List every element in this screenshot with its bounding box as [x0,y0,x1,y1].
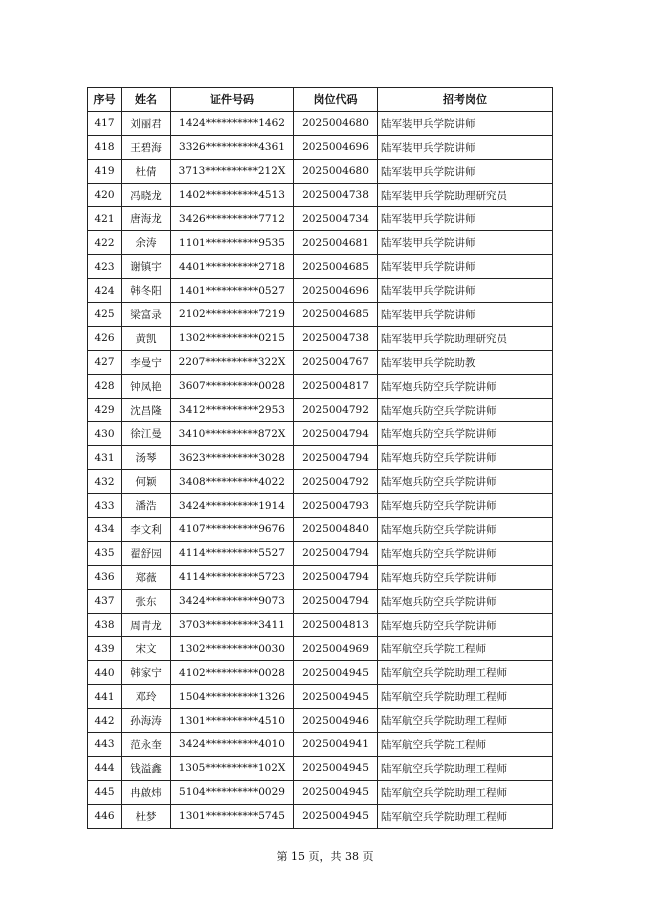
table-row [88,207,553,231]
cell-id-number: 1101**********9535 [171,231,294,255]
cell-post-code: 2025004945 [294,685,378,709]
cell-name: 李文利 [122,518,171,542]
cell-seq: 433 [88,494,122,518]
table-row [88,709,553,733]
header-id-number: 证件号码 [171,88,294,112]
cell-post: 陆军炮兵防空兵学院讲师 [378,565,553,589]
cell-seq: 417 [88,111,122,135]
table-row [88,374,553,398]
cell-name: 唐海龙 [122,207,171,231]
cell-id-number: 1301**********5745 [171,804,294,828]
cell-seq: 428 [88,374,122,398]
cell-id-number: 3426**********7712 [171,207,294,231]
table-row [88,589,553,613]
cell-post: 陆军航空兵学院助理工程师 [378,661,553,685]
cell-name: 钱溢鑫 [122,756,171,780]
cell-seq: 445 [88,780,122,804]
cell-name: 何颖 [122,470,171,494]
cell-post: 陆军装甲兵学院讲师 [378,135,553,159]
cell-post-code: 2025004738 [294,183,378,207]
cell-seq: 426 [88,326,122,350]
cell-post-code: 2025004685 [294,255,378,279]
cell-post: 陆军炮兵防空兵学院讲师 [378,613,553,637]
cell-post: 陆军航空兵学院助理工程师 [378,709,553,733]
cell-id-number: 3408**********4022 [171,470,294,494]
cell-post: 陆军炮兵防空兵学院讲师 [378,541,553,565]
cell-id-number: 3703**********3411 [171,613,294,637]
cell-post-code: 2025004793 [294,494,378,518]
cell-name: 汤琴 [122,446,171,470]
cell-name: 邓玲 [122,685,171,709]
cell-post-code: 2025004794 [294,422,378,446]
cell-post-code: 2025004969 [294,637,378,661]
cell-id-number: 3424**********4010 [171,733,294,757]
cell-seq: 429 [88,398,122,422]
cell-seq: 418 [88,135,122,159]
cell-post: 陆军炮兵防空兵学院讲师 [378,422,553,446]
cell-post: 陆军航空兵学院助理工程师 [378,804,553,828]
cell-post-code: 2025004734 [294,207,378,231]
header-seq: 序号 [88,88,122,112]
cell-post-code: 2025004696 [294,135,378,159]
cell-seq: 436 [88,565,122,589]
cell-name: 谢镇宇 [122,255,171,279]
cell-seq: 446 [88,804,122,828]
cell-name: 翟舒园 [122,541,171,565]
table-row [88,613,553,637]
cell-post: 陆军炮兵防空兵学院讲师 [378,398,553,422]
cell-post-code: 2025004817 [294,374,378,398]
table-row [88,111,553,135]
cell-seq: 441 [88,685,122,709]
cell-id-number: 3326**********4361 [171,135,294,159]
cell-id-number: 1305**********102X [171,756,294,780]
cell-seq: 419 [88,159,122,183]
cell-post: 陆军装甲兵学院讲师 [378,207,553,231]
table-row [88,733,553,757]
cell-post-code: 2025004794 [294,589,378,613]
cell-post-code: 2025004685 [294,303,378,327]
cell-post-code: 2025004680 [294,159,378,183]
cell-id-number: 1302**********0215 [171,326,294,350]
table-row [88,159,553,183]
cell-name: 刘丽君 [122,111,171,135]
table-row [88,637,553,661]
cell-post: 陆军航空兵学院助理工程师 [378,685,553,709]
cell-id-number: 4114**********5723 [171,565,294,589]
cell-id-number: 1424**********1462 [171,111,294,135]
table-row [88,780,553,804]
cell-post: 陆军炮兵防空兵学院讲师 [378,494,553,518]
cell-id-number: 2207**********322X [171,350,294,374]
table-row [88,135,553,159]
cell-name: 潘浩 [122,494,171,518]
cell-id-number: 5104**********0029 [171,780,294,804]
cell-name: 杜倩 [122,159,171,183]
cell-post: 陆军航空兵学院助理工程师 [378,756,553,780]
table-row [88,183,553,207]
header-post-code: 岗位代码 [294,88,378,112]
cell-seq: 434 [88,518,122,542]
table-row [88,541,553,565]
table-row [88,279,553,303]
cell-name: 钟凤艳 [122,374,171,398]
cell-post-code: 2025004840 [294,518,378,542]
table-row [88,446,553,470]
cell-seq: 444 [88,756,122,780]
table-row [88,494,553,518]
cell-id-number: 1402**********4513 [171,183,294,207]
cell-post-code: 2025004794 [294,446,378,470]
table-row [88,231,553,255]
cell-name: 孙海涛 [122,709,171,733]
cell-name: 李曼宁 [122,350,171,374]
cell-post-code: 2025004945 [294,804,378,828]
cell-seq: 421 [88,207,122,231]
cell-name: 冉啟炜 [122,780,171,804]
cell-post-code: 2025004680 [294,111,378,135]
cell-name: 冯晓龙 [122,183,171,207]
cell-seq: 423 [88,255,122,279]
cell-post: 陆军装甲兵学院讲师 [378,159,553,183]
cell-post-code: 2025004696 [294,279,378,303]
cell-seq: 438 [88,613,122,637]
cell-seq: 440 [88,661,122,685]
table-row [88,326,553,350]
cell-post: 陆军炮兵防空兵学院讲师 [378,374,553,398]
cell-id-number: 4401**********2718 [171,255,294,279]
cell-post-code: 2025004945 [294,756,378,780]
cell-seq: 425 [88,303,122,327]
cell-id-number: 3607**********0028 [171,374,294,398]
cell-seq: 439 [88,637,122,661]
table-row [88,565,553,589]
cell-seq: 435 [88,541,122,565]
cell-post-code: 2025004792 [294,398,378,422]
cell-post-code: 2025004792 [294,470,378,494]
cell-id-number: 3412**********2953 [171,398,294,422]
cell-post-code: 2025004738 [294,326,378,350]
cell-id-number: 3424**********1914 [171,494,294,518]
table-row [88,685,553,709]
cell-name: 沈昌隆 [122,398,171,422]
cell-name: 张东 [122,589,171,613]
cell-name: 王碧海 [122,135,171,159]
cell-post: 陆军装甲兵学院助理研究员 [378,326,553,350]
cell-name: 梁富录 [122,303,171,327]
cell-name: 余涛 [122,231,171,255]
cell-seq: 430 [88,422,122,446]
table-row [88,422,553,446]
cell-post: 陆军炮兵防空兵学院讲师 [378,518,553,542]
table-row [88,470,553,494]
cell-id-number: 3410**********872X [171,422,294,446]
cell-post: 陆军炮兵防空兵学院讲师 [378,589,553,613]
cell-id-number: 1401**********0527 [171,279,294,303]
cell-id-number: 3623**********3028 [171,446,294,470]
page-footer: 第 15 页，共 38 页 [276,850,374,863]
cell-post-code: 2025004945 [294,780,378,804]
table-row [88,756,553,780]
cell-id-number: 2102**********7219 [171,303,294,327]
cell-post-code: 2025004945 [294,661,378,685]
cell-post: 陆军航空兵学院工程师 [378,733,553,757]
header-name: 姓名 [122,88,171,112]
table-row [88,255,553,279]
header-post: 招考岗位 [378,88,553,112]
table-row [88,303,553,327]
cell-name: 郑薇 [122,565,171,589]
cell-id-number: 4114**********5527 [171,541,294,565]
table-row [88,518,553,542]
cell-post: 陆军炮兵防空兵学院讲师 [378,470,553,494]
cell-name: 宋文 [122,637,171,661]
cell-post: 陆军装甲兵学院讲师 [378,231,553,255]
header-row [88,88,553,112]
roster-body [88,111,553,828]
cell-seq: 432 [88,470,122,494]
cell-id-number: 1504**********1326 [171,685,294,709]
cell-post: 陆军航空兵学院助理工程师 [378,780,553,804]
cell-name: 韩冬阳 [122,279,171,303]
cell-post: 陆军炮兵防空兵学院讲师 [378,446,553,470]
cell-post-code: 2025004767 [294,350,378,374]
cell-seq: 424 [88,279,122,303]
cell-post-code: 2025004813 [294,613,378,637]
cell-id-number: 4107**********9676 [171,518,294,542]
cell-post: 陆军装甲兵学院讲师 [378,303,553,327]
cell-post: 陆军装甲兵学院讲师 [378,255,553,279]
cell-post-code: 2025004941 [294,733,378,757]
cell-seq: 422 [88,231,122,255]
cell-post: 陆军装甲兵学院助理研究员 [378,183,553,207]
cell-name: 杜梦 [122,804,171,828]
cell-seq: 437 [88,589,122,613]
cell-post: 陆军装甲兵学院讲师 [378,279,553,303]
cell-name: 黄凯 [122,326,171,350]
cell-id-number: 3424**********9073 [171,589,294,613]
cell-post-code: 2025004794 [294,541,378,565]
cell-name: 韩家宁 [122,661,171,685]
cell-id-number: 1301**********4510 [171,709,294,733]
table-row [88,350,553,374]
cell-seq: 443 [88,733,122,757]
table-row [88,398,553,422]
cell-post-code: 2025004794 [294,565,378,589]
cell-id-number: 4102**********0028 [171,661,294,685]
cell-id-number: 3713**********212X [171,159,294,183]
cell-post-code: 2025004946 [294,709,378,733]
cell-post: 陆军装甲兵学院助教 [378,350,553,374]
table-row [88,804,553,828]
cell-seq: 442 [88,709,122,733]
cell-id-number: 1302**********0030 [171,637,294,661]
cell-name: 周青龙 [122,613,171,637]
cell-post-code: 2025004681 [294,231,378,255]
cell-seq: 427 [88,350,122,374]
cell-seq: 431 [88,446,122,470]
cell-name: 范永奎 [122,733,171,757]
roster-table [87,87,553,829]
cell-post: 陆军装甲兵学院讲师 [378,111,553,135]
cell-name: 徐江曼 [122,422,171,446]
cell-seq: 420 [88,183,122,207]
table-row [88,661,553,685]
cell-post: 陆军航空兵学院工程师 [378,637,553,661]
